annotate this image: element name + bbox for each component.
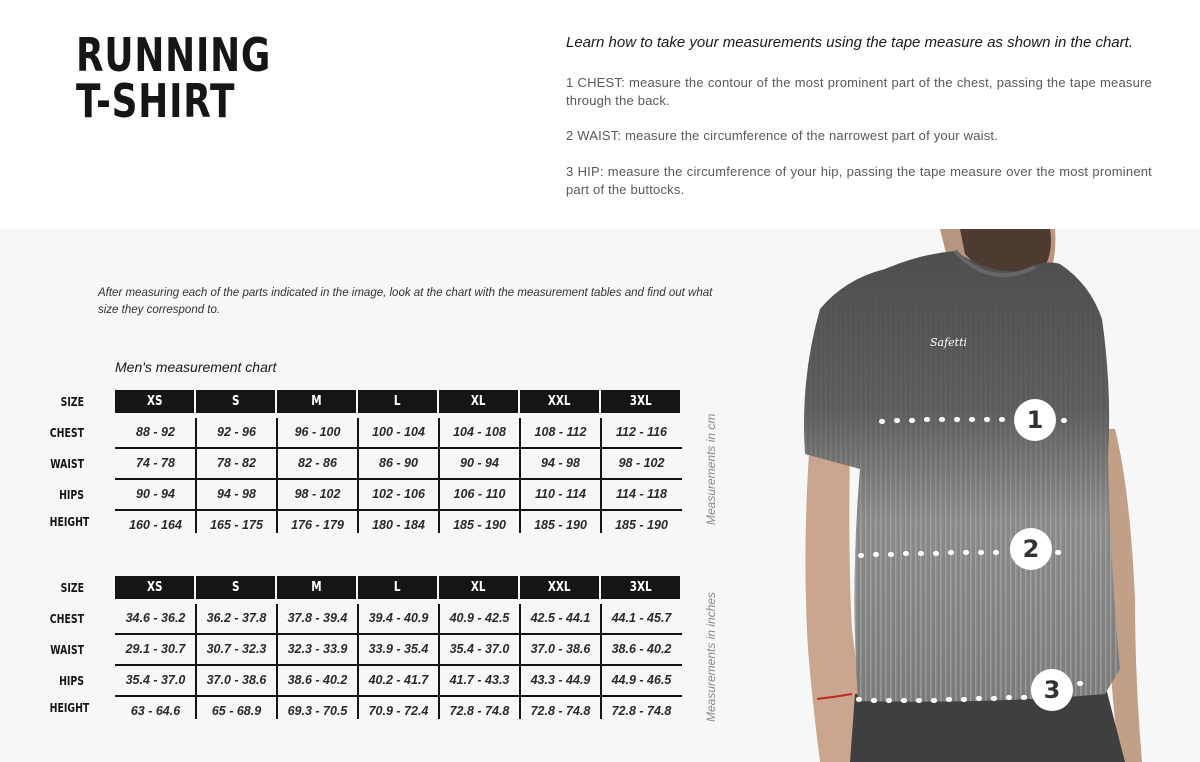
size-xxl: XXL — [520, 390, 599, 413]
page-title — [76, 28, 272, 128]
row-label: CHEST — [49, 425, 84, 440]
table-row-waist — [50, 449, 682, 480]
row-label: CHEST — [49, 611, 84, 626]
table-cell: 98 - 102 — [600, 449, 681, 480]
size-table-cm — [40, 390, 690, 533]
table-cell: 180 - 184 — [357, 511, 438, 533]
svg-text:Safetti: Safetti — [930, 336, 968, 349]
header-label: SIZE — [60, 580, 84, 595]
table-cell: 108 - 112 — [519, 418, 600, 449]
size-xs: XS — [115, 390, 194, 413]
unit-label-inches: Measurements in inches — [704, 591, 718, 722]
table-cell: 34.6 - 36.2 — [125, 611, 186, 625]
size-s: S — [196, 390, 275, 413]
size-3xl: 3XL — [601, 576, 680, 599]
row-label: HEIGHT — [49, 701, 90, 715]
size-table-inches — [40, 576, 690, 719]
size-l: L — [358, 390, 437, 413]
table-cell: 40.9 - 42.5 — [438, 604, 519, 635]
table-cell: 165 - 175 — [195, 511, 276, 533]
table-cell: 70.9 - 72.4 — [357, 697, 438, 719]
table-cell: 35.4 - 37.0 — [125, 673, 186, 687]
size-3xl: 3XL — [601, 390, 680, 413]
table-cell: 37.0 - 38.6 — [195, 666, 276, 697]
step-chest: 1 CHEST: measure the contour of the most prominent part of the chest, passing the tape measure through the back. — [566, 75, 1152, 108]
table-row-height — [49, 511, 682, 533]
table-cell: 43.3 - 44.9 — [519, 666, 600, 697]
marker-hip: 3 — [1031, 669, 1073, 711]
chart-title: Men's measurement chart — [115, 359, 277, 375]
table-row-hips — [59, 480, 682, 511]
row-label: WAIST — [50, 456, 84, 471]
table-cell: 86 - 90 — [357, 449, 438, 480]
table-cell: 104 - 108 — [438, 418, 519, 449]
table-cell: 176 - 179 — [276, 511, 357, 533]
table-cell: 30.7 - 32.3 — [195, 635, 276, 666]
table-cell: 38.6 - 40.2 — [600, 635, 681, 666]
table-cell: 65 - 68.9 — [195, 697, 276, 719]
table-cell: 37.8 - 39.4 — [276, 604, 357, 635]
instructions-intro: Learn how to take your measurements using the tape measure as shown in the chart. — [566, 34, 1133, 51]
row-label: HEIGHT — [49, 515, 90, 529]
table-cell: 100 - 104 — [357, 418, 438, 449]
table-cell: 72.8 - 74.8 — [600, 697, 681, 719]
size-l: L — [358, 576, 437, 599]
table-cell: 44.1 - 45.7 — [600, 604, 681, 635]
table-cell: 92 - 96 — [195, 418, 276, 449]
row-label: HIPS — [59, 487, 84, 502]
table-cell: 110 - 114 — [519, 480, 600, 511]
chart-note: After measuring each of the parts indicated in the image, look at the chart with the measurement tables and find out what size they correspond to. — [98, 287, 713, 316]
table-cell: 42.5 - 44.1 — [519, 604, 600, 635]
size-xs: XS — [115, 576, 194, 599]
row-label: HIPS — [59, 673, 84, 688]
header-section — [0, 0, 1200, 229]
table-cell: 78 - 82 — [195, 449, 276, 480]
table-cell: 41.7 - 43.3 — [438, 666, 519, 697]
table-cell: 33.9 - 35.4 — [357, 635, 438, 666]
header-label: SIZE — [60, 394, 84, 409]
table-cell: 94 - 98 — [519, 449, 600, 480]
marker-chest: 1 — [1014, 399, 1056, 441]
table-cell: 185 - 190 — [438, 511, 519, 533]
table-cell: 29.1 - 30.7 — [125, 642, 186, 656]
step-hip: 3 HIP: measure the circumference of your hip, passing the tape measure over the most prominent part of the buttocks. — [566, 164, 1152, 197]
table-cell: 40.2 - 41.7 — [357, 666, 438, 697]
table-cell: 39.4 - 40.9 — [357, 604, 438, 635]
title-line-1: RUNNING — [76, 28, 272, 82]
table-cell: 94 - 98 — [195, 480, 276, 511]
size-xl: XL — [439, 576, 518, 599]
table-cell: 63 - 64.6 — [130, 704, 181, 718]
table-cell: 74 - 78 — [136, 456, 175, 470]
table-cell: 90 - 94 — [136, 487, 175, 501]
table-cell: 160 - 164 — [129, 518, 182, 532]
size-m: M — [277, 390, 356, 413]
marker-waist: 2 — [1010, 528, 1052, 570]
model-photo — [790, 229, 1200, 762]
title-line-2: T-SHIRT — [76, 74, 236, 128]
table-cell: 36.2 - 37.8 — [195, 604, 276, 635]
table-cell: 37.0 - 38.6 — [519, 635, 600, 666]
table-cell: 38.6 - 40.2 — [276, 666, 357, 697]
table-header-row — [40, 390, 690, 413]
table-cell: 106 - 110 — [438, 480, 519, 511]
table-cell: 32.3 - 33.9 — [276, 635, 357, 666]
table-row-hips — [59, 666, 682, 697]
size-xl: XL — [439, 390, 518, 413]
table-row-chest — [49, 604, 682, 635]
size-m: M — [277, 576, 356, 599]
table-cell: 69.3 - 70.5 — [276, 697, 357, 719]
step-waist: 2 WAIST: measure the circumference of the narrowest part of your waist. — [566, 128, 999, 143]
row-label: WAIST — [50, 642, 84, 657]
table-header-row — [40, 576, 690, 599]
table-row-chest — [49, 418, 682, 449]
size-xxl: XXL — [520, 576, 599, 599]
table-cell: 112 - 116 — [600, 418, 681, 449]
model-illustration — [790, 229, 1200, 762]
table-cell: 82 - 86 — [276, 449, 357, 480]
table-cell: 72.8 - 74.8 — [519, 697, 600, 719]
table-cell: 185 - 190 — [600, 511, 681, 533]
table-cell: 72.8 - 74.8 — [438, 697, 519, 719]
table-cell: 98 - 102 — [276, 480, 357, 511]
table-cell: 185 - 190 — [519, 511, 600, 533]
table-cell: 102 - 106 — [357, 480, 438, 511]
table-cell: 114 - 118 — [600, 480, 681, 511]
table-cell: 35.4 - 37.0 — [438, 635, 519, 666]
table-cell: 44.9 - 46.5 — [600, 666, 681, 697]
table-cell: 96 - 100 — [276, 418, 357, 449]
table-row-height — [49, 697, 682, 719]
table-row-waist — [50, 635, 682, 666]
table-cell: 88 - 92 — [136, 425, 175, 439]
unit-label-cm: Measurements in cm — [704, 413, 718, 525]
size-s: S — [196, 576, 275, 599]
table-cell: 90 - 94 — [438, 449, 519, 480]
